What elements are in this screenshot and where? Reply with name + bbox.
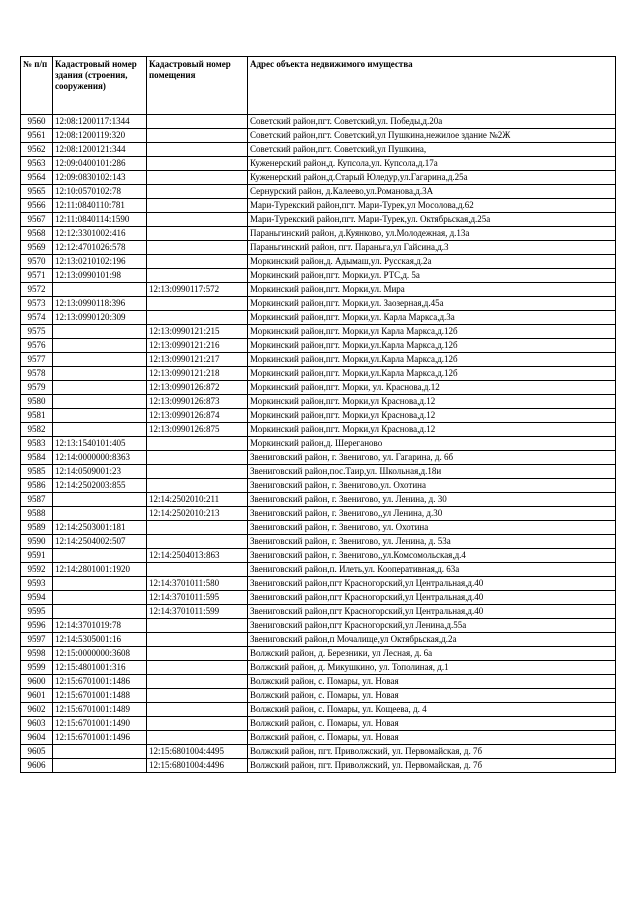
address: Звениговский район,пгт Красногорский,ул Центральная,д.40 [248, 577, 616, 591]
row-num: 9603 [21, 717, 53, 731]
table-row [21, 493, 616, 507]
building-cadastral-number [53, 423, 147, 437]
premise-cadastral-number: 12:14:2504013:863 [147, 549, 248, 563]
row-num: 9597 [21, 633, 53, 647]
row-num: 9606 [21, 759, 53, 773]
building-cadastral-number [53, 325, 147, 339]
table-row [21, 409, 616, 423]
premise-cadastral-number: 12:14:3701011:595 [147, 591, 248, 605]
row-num: 9567 [21, 213, 53, 227]
building-cadastral-number: 12:09:0830102:143 [53, 171, 147, 185]
building-cadastral-number: 12:08:1200117:1344 [53, 115, 147, 129]
address: Мари-Турекский район,пгт. Мари-Турек,ул. Октябрьская,д.25а [248, 213, 616, 227]
table-row [21, 129, 616, 143]
address: Волжский район, д. Березники, ул Лесная, д. 6а [248, 647, 616, 661]
table-row [21, 381, 616, 395]
row-num: 9579 [21, 381, 53, 395]
row-num: 9565 [21, 185, 53, 199]
address: Волжский район, с. Помары, ул. Новая [248, 675, 616, 689]
address: Моркинский район,д. Адымаш,ул. Русская,д.2а [248, 255, 616, 269]
table-row [21, 479, 616, 493]
premise-cadastral-number [147, 115, 248, 129]
address: Мари-Турекский район,пгт. Мари-Турек,ул Мосолова,д.62 [248, 199, 616, 213]
building-cadastral-number: 12:11:0840110:781 [53, 199, 147, 213]
row-num: 9561 [21, 129, 53, 143]
table-row [21, 549, 616, 563]
address: Звениговский район, г. Звенигово, ул. Охотина [248, 521, 616, 535]
premise-cadastral-number [147, 619, 248, 633]
row-num: 9581 [21, 409, 53, 423]
address: Советский район,пгт. Советский,ул. Победы,д.20а [248, 115, 616, 129]
premise-cadastral-number [147, 255, 248, 269]
row-num: 9564 [21, 171, 53, 185]
premise-cadastral-number [147, 521, 248, 535]
building-cadastral-number: 12:14:2503001:181 [53, 521, 147, 535]
row-num: 9591 [21, 549, 53, 563]
premise-cadastral-number: 12:13:0990126:873 [147, 395, 248, 409]
address: Моркинский район,пгт. Морки,ул.Карла Маркса,д.12б [248, 353, 616, 367]
row-num: 9572 [21, 283, 53, 297]
row-num: 9562 [21, 143, 53, 157]
premise-cadastral-number: 12:13:0990121:217 [147, 353, 248, 367]
table-row [21, 689, 616, 703]
premise-cadastral-number [147, 185, 248, 199]
building-cadastral-number [53, 367, 147, 381]
row-num: 9586 [21, 479, 53, 493]
table-row [21, 143, 616, 157]
table-row [21, 423, 616, 437]
row-num: 9576 [21, 339, 53, 353]
row-num: 9587 [21, 493, 53, 507]
row-num: 9604 [21, 731, 53, 745]
premise-cadastral-number: 12:13:0990117:572 [147, 283, 248, 297]
address: Волжский район, пгт. Приволжский, ул. Первомайская, д. 7б [248, 759, 616, 773]
premise-cadastral-number [147, 241, 248, 255]
premise-cadastral-number [147, 171, 248, 185]
table-row [21, 577, 616, 591]
address: Моркинский район,пгт. Морки,ул Краснова,д.12 [248, 409, 616, 423]
row-num: 9598 [21, 647, 53, 661]
header-num: № п/п [21, 57, 53, 115]
table-row [21, 255, 616, 269]
address: Волжский район, с. Помары, ул. Новая [248, 689, 616, 703]
building-cadastral-number: 12:14:2801001:1920 [53, 563, 147, 577]
row-num: 9570 [21, 255, 53, 269]
premise-cadastral-number [147, 479, 248, 493]
address: Звениговский район, г. Звенигово,,ул Ленина, д.30 [248, 507, 616, 521]
premise-cadastral-number [147, 563, 248, 577]
address: Моркинский район,пгт. Морки,ул.Карла Маркса,д.12б [248, 339, 616, 353]
building-cadastral-number [53, 745, 147, 759]
header-building-cadastral: Кадастровый номер здания (строения, сооружения) [53, 57, 147, 115]
row-num: 9602 [21, 703, 53, 717]
building-cadastral-number [53, 605, 147, 619]
address: Моркинский район,пгт. Морки, ул. Краснова,д.12 [248, 381, 616, 395]
row-num: 9575 [21, 325, 53, 339]
premise-cadastral-number: 12:14:2502010:211 [147, 493, 248, 507]
table-row [21, 521, 616, 535]
row-num: 9596 [21, 619, 53, 633]
premise-cadastral-number [147, 227, 248, 241]
address: Волжский район, пгт. Приволжский, ул. Первомайская, д. 7б [248, 745, 616, 759]
table-row [21, 591, 616, 605]
address: Звениговский район, г. Звенигово, ул. Гагарина, д. 6б [248, 451, 616, 465]
premise-cadastral-number [147, 437, 248, 451]
building-cadastral-number: 12:14:2504002:507 [53, 535, 147, 549]
premise-cadastral-number: 12:14:3701011:580 [147, 577, 248, 591]
premise-cadastral-number [147, 143, 248, 157]
building-cadastral-number: 12:15:6701001:1490 [53, 717, 147, 731]
address: Куженерский район,д.Старый Юледур,ул.Гагарина,д.25а [248, 171, 616, 185]
building-cadastral-number: 12:15:4801001:316 [53, 661, 147, 675]
premise-cadastral-number: 12:15:6801004:4496 [147, 759, 248, 773]
table-row [21, 339, 616, 353]
row-num: 9588 [21, 507, 53, 521]
premise-cadastral-number [147, 689, 248, 703]
premise-cadastral-number: 12:13:0990126:872 [147, 381, 248, 395]
building-cadastral-number [53, 283, 147, 297]
premise-cadastral-number [147, 213, 248, 227]
building-cadastral-number [53, 577, 147, 591]
row-num: 9578 [21, 367, 53, 381]
row-num: 9580 [21, 395, 53, 409]
table-row [21, 227, 616, 241]
row-num: 9590 [21, 535, 53, 549]
registry-table [20, 56, 616, 773]
table-row [21, 437, 616, 451]
address: Звениговский район,пос.Таир,ул. Школьная,д.18и [248, 465, 616, 479]
address: Звениговский район,п. Илеть,ул. Кооперативная,д. 63а [248, 563, 616, 577]
table-row [21, 311, 616, 325]
table-row [21, 605, 616, 619]
table-row [21, 661, 616, 675]
building-cadastral-number: 12:14:5305001:16 [53, 633, 147, 647]
table-row [21, 213, 616, 227]
premise-cadastral-number [147, 269, 248, 283]
premise-cadastral-number [147, 451, 248, 465]
premise-cadastral-number [147, 535, 248, 549]
building-cadastral-number [53, 353, 147, 367]
table-row [21, 395, 616, 409]
row-num: 9585 [21, 465, 53, 479]
premise-cadastral-number: 12:13:0990126:875 [147, 423, 248, 437]
address: Звениговский район,п Мочалище,ул Октябрьская,д.2а [248, 633, 616, 647]
building-cadastral-number [53, 493, 147, 507]
building-cadastral-number: 12:13:0990118:396 [53, 297, 147, 311]
table-row [21, 745, 616, 759]
address: Волжский район, с. Помары, ул. Новая [248, 731, 616, 745]
address: Моркинский район,пгт. Морки,ул Краснова,д.12 [248, 423, 616, 437]
address: Моркинский район,пгт. Морки,ул Карла Маркса,д.12б [248, 325, 616, 339]
premise-cadastral-number [147, 647, 248, 661]
row-num: 9563 [21, 157, 53, 171]
table-row [21, 507, 616, 521]
header-premise-cadastral: Кадастровый номер помещения [147, 57, 248, 115]
table-header-row [21, 57, 616, 115]
row-num: 9560 [21, 115, 53, 129]
building-cadastral-number [53, 591, 147, 605]
table-row [21, 297, 616, 311]
table-row [21, 367, 616, 381]
row-num: 9593 [21, 577, 53, 591]
address: Волжский район, с. Помары, ул. Новая [248, 717, 616, 731]
premise-cadastral-number [147, 731, 248, 745]
building-cadastral-number: 12:09:0400101:286 [53, 157, 147, 171]
table-row [21, 269, 616, 283]
premise-cadastral-number [147, 297, 248, 311]
address: Моркинский район,пгт. Морки,ул. Заозерная,д.45а [248, 297, 616, 311]
row-num: 9571 [21, 269, 53, 283]
row-num: 9577 [21, 353, 53, 367]
building-cadastral-number [53, 759, 147, 773]
row-num: 9582 [21, 423, 53, 437]
table-row [21, 199, 616, 213]
row-num: 9573 [21, 297, 53, 311]
address: Звениговский район, г. Звенигово,ул. Охотина [248, 479, 616, 493]
row-num: 9589 [21, 521, 53, 535]
premise-cadastral-number [147, 129, 248, 143]
building-cadastral-number: 12:13:1540101:405 [53, 437, 147, 451]
premise-cadastral-number [147, 199, 248, 213]
address: Волжский район, д. Микушкино, ул. Тополиная, д.1 [248, 661, 616, 675]
building-cadastral-number: 12:15:6701001:1496 [53, 731, 147, 745]
table-row [21, 115, 616, 129]
building-cadastral-number: 12:13:0990120:309 [53, 311, 147, 325]
address: Советский район,пгт. Советский,ул Пушкина, [248, 143, 616, 157]
building-cadastral-number: 12:08:1200121:344 [53, 143, 147, 157]
address: Параньгинский район, д.Куянково, ул.Молодежная, д.13а [248, 227, 616, 241]
address: Моркинский район,пгт. Морки,ул Краснова,д.12 [248, 395, 616, 409]
table-row [21, 703, 616, 717]
premise-cadastral-number: 12:14:2502010:213 [147, 507, 248, 521]
address: Куженерский район,д. Купсола,ул. Купсола,д.17а [248, 157, 616, 171]
table-row [21, 241, 616, 255]
building-cadastral-number: 12:14:2502003:855 [53, 479, 147, 493]
building-cadastral-number: 12:13:0210102:196 [53, 255, 147, 269]
row-num: 9592 [21, 563, 53, 577]
premise-cadastral-number: 12:13:0990121:218 [147, 367, 248, 381]
row-num: 9599 [21, 661, 53, 675]
row-num: 9568 [21, 227, 53, 241]
address: Звениговский район, г. Звенигово, ул. Ленина, д. 53а [248, 535, 616, 549]
premise-cadastral-number: 12:13:0990121:215 [147, 325, 248, 339]
building-cadastral-number [53, 507, 147, 521]
building-cadastral-number [53, 549, 147, 563]
table-row [21, 465, 616, 479]
table-row [21, 535, 616, 549]
building-cadastral-number [53, 409, 147, 423]
address: Моркинский район,пгт. Морки,ул.Карла Маркса,д.12б [248, 367, 616, 381]
premise-cadastral-number [147, 311, 248, 325]
table-row [21, 717, 616, 731]
premise-cadastral-number [147, 465, 248, 479]
building-cadastral-number: 12:13:0990101:98 [53, 269, 147, 283]
row-num: 9594 [21, 591, 53, 605]
address: Моркинский район,пгт. Морки,ул. Карла Маркса,д.3а [248, 311, 616, 325]
premise-cadastral-number [147, 157, 248, 171]
building-cadastral-number: 12:11:0840114:1590 [53, 213, 147, 227]
table-row [21, 157, 616, 171]
premise-cadastral-number [147, 661, 248, 675]
table-body [21, 115, 616, 773]
table-row [21, 451, 616, 465]
table-row [21, 675, 616, 689]
table-row [21, 325, 616, 339]
premise-cadastral-number [147, 703, 248, 717]
premise-cadastral-number: 12:15:6801004:4495 [147, 745, 248, 759]
row-num: 9601 [21, 689, 53, 703]
address: Сернурский район, д.Калеево,ул.Романова,д.3А [248, 185, 616, 199]
address: Звениговский район, г. Звенигово,,ул.Комсомольская,д.4 [248, 549, 616, 563]
table-row [21, 731, 616, 745]
address: Моркинский район,пгт. Морки,ул. РТС,д. 5а [248, 269, 616, 283]
building-cadastral-number: 12:12:3301002:416 [53, 227, 147, 241]
premise-cadastral-number [147, 633, 248, 647]
address: Моркинский район,д. Шереганово [248, 437, 616, 451]
table-row [21, 647, 616, 661]
table-row [21, 171, 616, 185]
building-cadastral-number: 12:14:0509001:23 [53, 465, 147, 479]
header-address: Адрес объекта недвижимого имущества [248, 57, 616, 115]
table-row [21, 185, 616, 199]
premise-cadastral-number [147, 717, 248, 731]
row-num: 9566 [21, 199, 53, 213]
table-row [21, 759, 616, 773]
building-cadastral-number: 12:15:6701001:1488 [53, 689, 147, 703]
building-cadastral-number: 12:15:0000000:3608 [53, 647, 147, 661]
row-num: 9569 [21, 241, 53, 255]
premise-cadastral-number [147, 675, 248, 689]
building-cadastral-number: 12:15:6701001:1489 [53, 703, 147, 717]
premise-cadastral-number: 12:13:0990126:874 [147, 409, 248, 423]
address: Советский район,пгт. Советский,ул Пушкина,нежилое здание №2Ж [248, 129, 616, 143]
table-row [21, 633, 616, 647]
row-num: 9583 [21, 437, 53, 451]
address: Волжский район, с. Помары, ул. Кощеева, д. 4 [248, 703, 616, 717]
row-num: 9574 [21, 311, 53, 325]
address: Звениговский район,пгт Красногорский,ул Ленина,д.55а [248, 619, 616, 633]
address: Параньгинский район, пгт. Параньга,ул Гайсина,д.3 [248, 241, 616, 255]
row-num: 9595 [21, 605, 53, 619]
table-row [21, 283, 616, 297]
building-cadastral-number [53, 381, 147, 395]
building-cadastral-number: 12:10:0570102:78 [53, 185, 147, 199]
row-num: 9605 [21, 745, 53, 759]
building-cadastral-number [53, 339, 147, 353]
row-num: 9600 [21, 675, 53, 689]
table-row [21, 619, 616, 633]
premise-cadastral-number: 12:13:0990121:216 [147, 339, 248, 353]
building-cadastral-number: 12:12:4701026:578 [53, 241, 147, 255]
premise-cadastral-number: 12:14:3701011:599 [147, 605, 248, 619]
address: Звениговский район, г. Звенигово, ул. Ленина, д. 30 [248, 493, 616, 507]
table-row [21, 563, 616, 577]
building-cadastral-number [53, 395, 147, 409]
address: Моркинский район,пгт. Морки,ул. Мира [248, 283, 616, 297]
address: Звениговский район,пгт Красногорский,ул Центральная,д.40 [248, 591, 616, 605]
building-cadastral-number: 12:14:0000000:8363 [53, 451, 147, 465]
row-num: 9584 [21, 451, 53, 465]
building-cadastral-number: 12:15:6701001:1486 [53, 675, 147, 689]
building-cadastral-number: 12:14:3701019:78 [53, 619, 147, 633]
address: Звениговский район,пгт Красногорский,ул Центральная,д.40 [248, 605, 616, 619]
table-row [21, 353, 616, 367]
building-cadastral-number: 12:08:1200119:320 [53, 129, 147, 143]
